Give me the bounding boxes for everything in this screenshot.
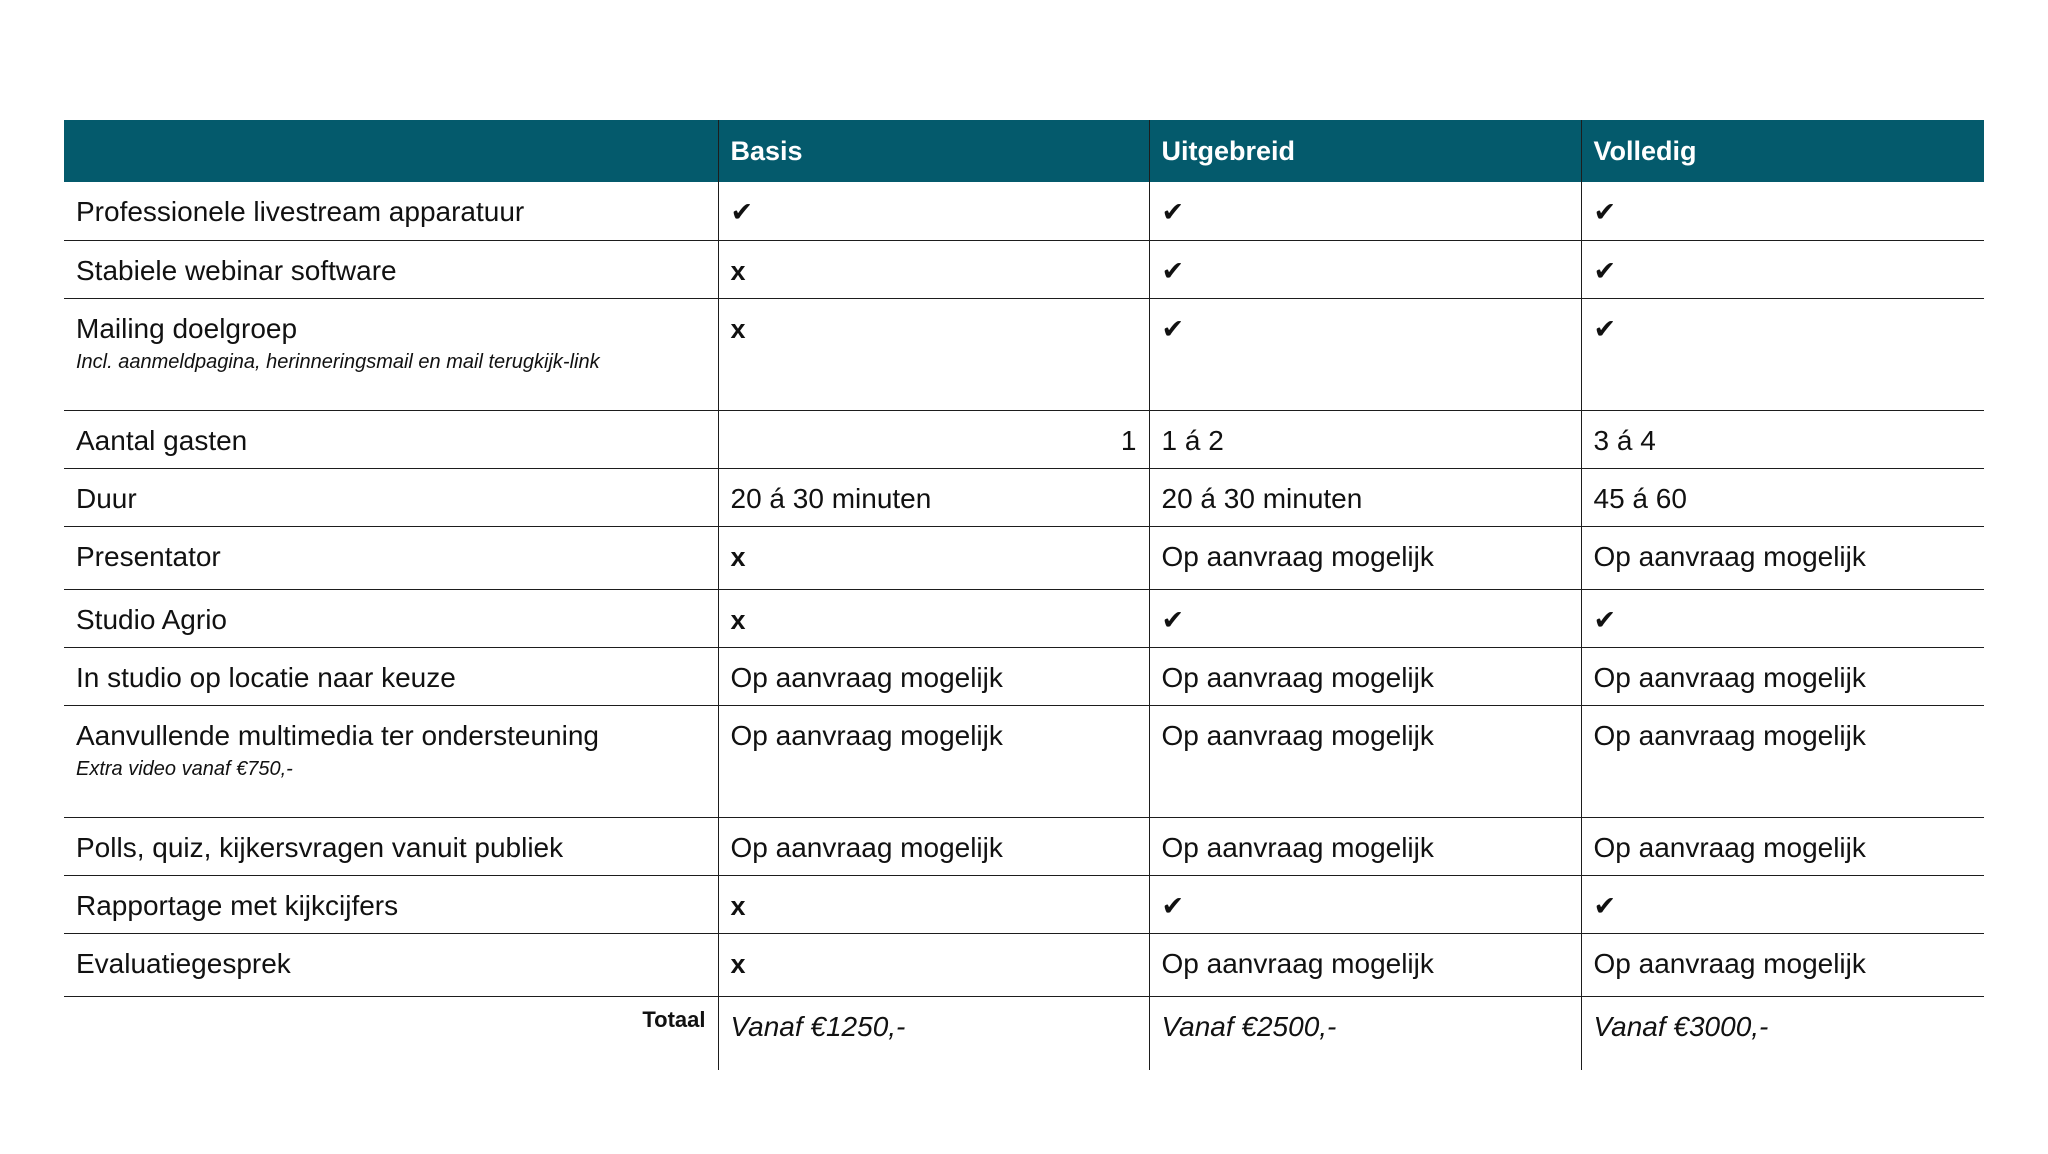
basis-cell: 20 á 30 minuten [718, 468, 1149, 526]
basis-cell [718, 182, 1149, 240]
volledig-cell [1581, 875, 1984, 933]
feature-subtext: Extra video vanaf €750,- [76, 757, 293, 780]
feature-cell: Presentator [64, 526, 718, 589]
header-basis: Basis [718, 120, 1149, 182]
basis-cell [718, 875, 1149, 933]
feature-cell: Polls, quiz, kijkersvragen vanuit publiek [64, 817, 718, 875]
feature-cell [64, 298, 718, 410]
basis-cell [718, 526, 1149, 589]
uitgebreid-cell: Op aanvraag mogelijk [1149, 647, 1581, 705]
cross-icon: x [730, 313, 746, 344]
table-row [64, 410, 1984, 468]
table-row [64, 468, 1984, 526]
basis-cell: Op aanvraag mogelijk [718, 647, 1149, 705]
uitgebreid-cell: Op aanvraag mogelijk [1149, 817, 1581, 875]
basis-cell: Op aanvraag mogelijk [718, 705, 1149, 817]
feature-subtext: Incl. aanmeldpagina, herinneringsmail en mail terugkijk-link [76, 350, 600, 373]
pricing-comparison-table [64, 120, 1984, 1070]
cross-icon: x [730, 948, 746, 979]
feature-cell: Stabiele webinar software [64, 240, 718, 298]
feature-cell: Studio Agrio [64, 589, 718, 647]
volledig-cell [1581, 589, 1984, 647]
cross-icon: x [730, 890, 746, 921]
check-icon: ✔ [1593, 890, 1617, 921]
table-row [64, 817, 1984, 875]
uitgebreid-cell [1149, 589, 1581, 647]
check-icon: ✔ [1593, 197, 1617, 227]
check-icon: ✔ [1161, 197, 1185, 227]
volledig-cell: 45 á 60 [1581, 468, 1984, 526]
uitgebreid-cell: Op aanvraag mogelijk [1149, 933, 1581, 996]
basis-cell [718, 240, 1149, 298]
feature-label: Aanvullende multimedia ter ondersteuning [76, 719, 599, 751]
total-basis-price: Vanaf €1250,- [718, 996, 1149, 1070]
uitgebreid-cell: Op aanvraag mogelijk [1149, 705, 1581, 817]
check-icon: ✔ [1161, 604, 1185, 635]
table-row [64, 933, 1984, 996]
table-row [64, 182, 1984, 240]
pricing-table-container [64, 120, 1984, 1070]
volledig-cell: Op aanvraag mogelijk [1581, 526, 1984, 589]
total-row [64, 996, 1984, 1070]
uitgebreid-cell: 20 á 30 minuten [1149, 468, 1581, 526]
header-volledig: Volledig [1581, 120, 1984, 182]
volledig-cell: Op aanvraag mogelijk [1581, 647, 1984, 705]
volledig-cell: 3 á 4 [1581, 410, 1984, 468]
check-icon: ✔ [730, 197, 754, 227]
uitgebreid-cell: 1 á 2 [1149, 410, 1581, 468]
basis-cell: Op aanvraag mogelijk [718, 817, 1149, 875]
basis-cell: 1 [718, 410, 1149, 468]
basis-cell [718, 933, 1149, 996]
volledig-cell [1581, 182, 1984, 240]
table-row [64, 647, 1984, 705]
basis-cell [718, 589, 1149, 647]
feature-cell: Aantal gasten [64, 410, 718, 468]
uitgebreid-cell: Op aanvraag mogelijk [1149, 526, 1581, 589]
uitgebreid-cell [1149, 298, 1581, 410]
table-row [64, 298, 1984, 410]
basis-cell [718, 298, 1149, 410]
check-icon: ✔ [1161, 890, 1185, 921]
total-uitgebreid-price: Vanaf €2500,- [1149, 996, 1581, 1070]
check-icon: ✔ [1161, 313, 1185, 344]
uitgebreid-cell [1149, 240, 1581, 298]
check-icon: ✔ [1161, 255, 1185, 286]
cross-icon: x [730, 604, 746, 635]
table-header-row [64, 120, 1984, 182]
feature-cell [64, 705, 718, 817]
feature-cell: Evaluatiegesprek [64, 933, 718, 996]
uitgebreid-cell [1149, 875, 1581, 933]
feature-cell: Professionele livestream apparatuur [64, 182, 718, 240]
check-icon: ✔ [1593, 604, 1617, 635]
total-volledig-price: Vanaf €3000,- [1581, 996, 1984, 1070]
table-row [64, 240, 1984, 298]
volledig-cell [1581, 298, 1984, 410]
table-row [64, 526, 1984, 589]
volledig-cell: Op aanvraag mogelijk [1581, 817, 1984, 875]
feature-label: Mailing doelgroep [76, 312, 298, 344]
table-row [64, 875, 1984, 933]
feature-cell: In studio op locatie naar keuze [64, 647, 718, 705]
check-icon: ✔ [1593, 255, 1617, 286]
header-feature [64, 120, 718, 182]
table-row [64, 705, 1984, 817]
volledig-cell: Op aanvraag mogelijk [1581, 705, 1984, 817]
total-label: Totaal [642, 1006, 706, 1032]
cross-icon: x [730, 541, 746, 572]
table-row [64, 589, 1984, 647]
volledig-cell [1581, 240, 1984, 298]
header-uitgebreid: Uitgebreid [1149, 120, 1581, 182]
feature-cell: Rapportage met kijkcijfers [64, 875, 718, 933]
cross-icon: x [730, 255, 746, 286]
uitgebreid-cell [1149, 182, 1581, 240]
feature-cell: Duur [64, 468, 718, 526]
check-icon: ✔ [1593, 313, 1617, 344]
volledig-cell: Op aanvraag mogelijk [1581, 933, 1984, 996]
